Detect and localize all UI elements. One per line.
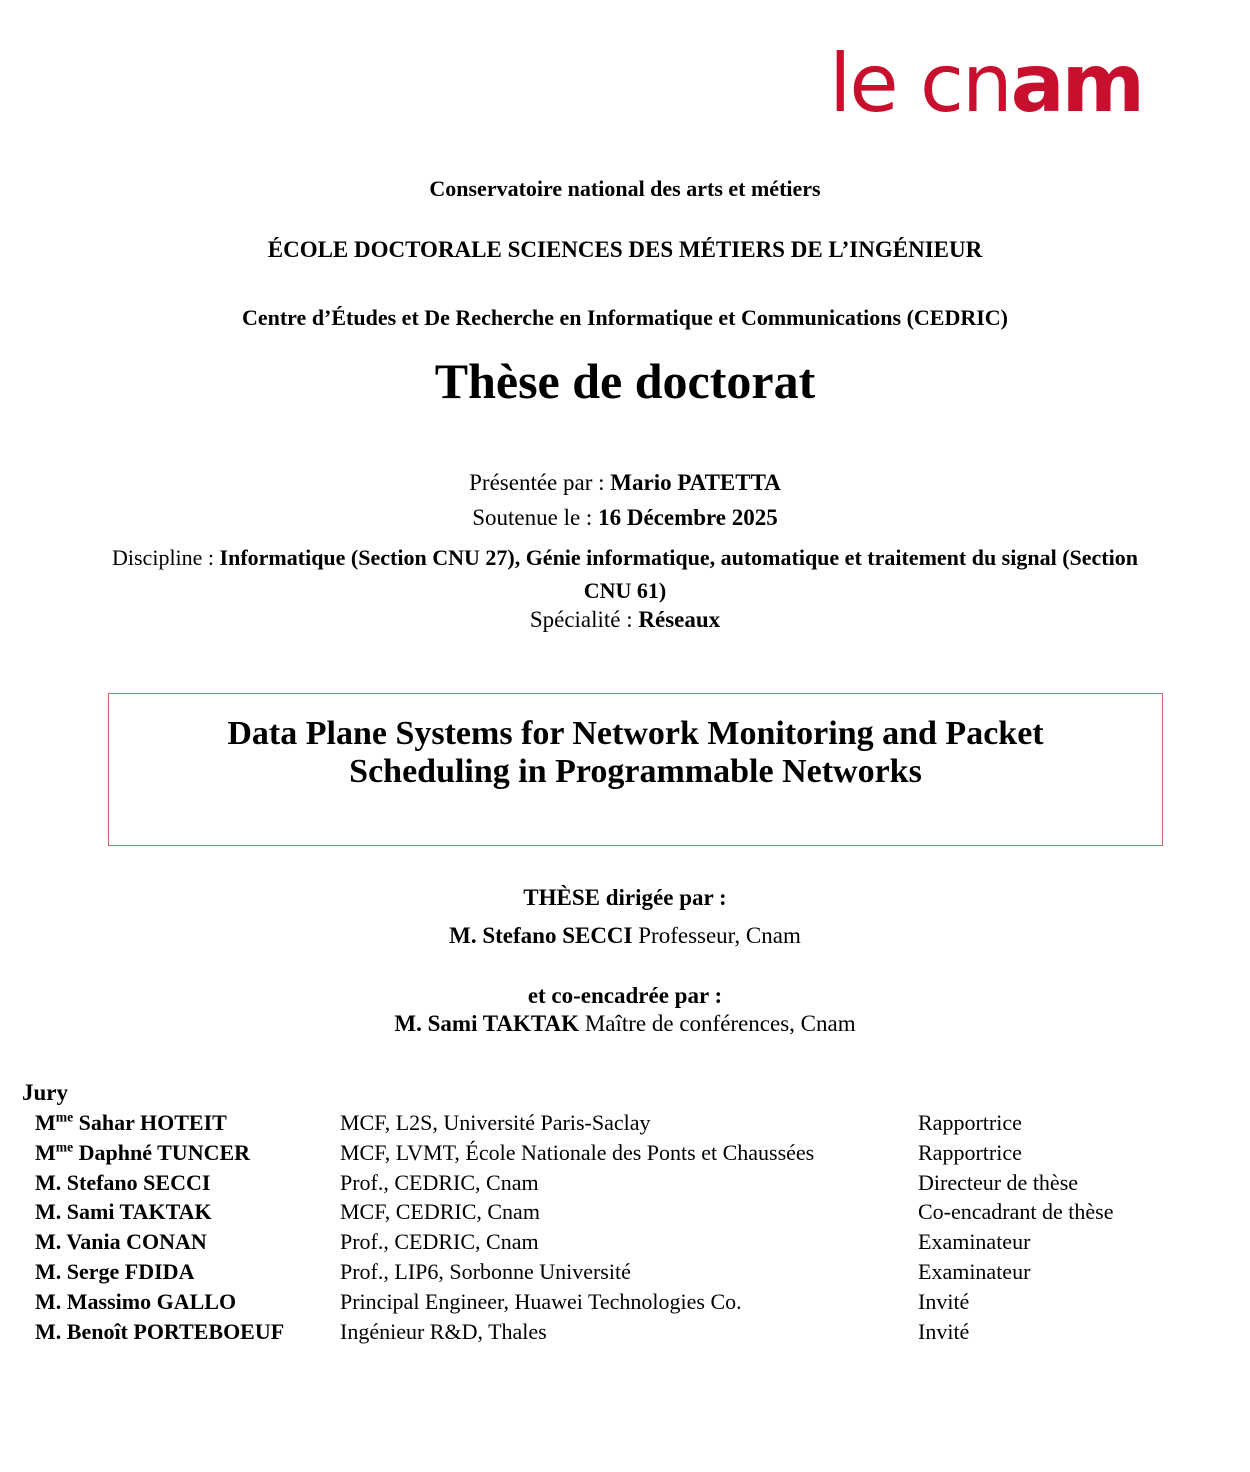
jury-member-affiliation: Principal Engineer, Huawei Technologies Co.: [340, 1288, 742, 1314]
jury-member-affiliation: Prof., LIP6, Sorbonne Université: [340, 1258, 631, 1284]
discipline-value-line2: CNU 61): [583, 578, 667, 603]
jury-name-text: Sahar HOTEIT: [78, 1110, 227, 1135]
jury-member-affiliation: MCF, LVMT, École Nationale des Ponts et Chaussées: [340, 1139, 815, 1165]
defense-date-line: [0, 505, 1250, 531]
coadvisor-role: Maître de conférences, Cnam: [584, 1011, 856, 1036]
jury-civility: M: [35, 1139, 56, 1165]
cnam-logo: [829, 37, 1142, 130]
presented-by-label: Présentée par :: [469, 470, 605, 495]
jury-civility-sup: me: [55, 1109, 74, 1125]
jury-name-text: Sami TAKTAK: [66, 1199, 212, 1225]
jury-member-role: Invité: [918, 1288, 970, 1314]
presented-by-line: [0, 470, 1250, 496]
coadvisor-line: [0, 1011, 1250, 1037]
director-line: [0, 923, 1250, 949]
jury-member-affiliation: Ingénieur R&D, Thales: [340, 1318, 547, 1344]
jury-member-name: [35, 1108, 340, 1138]
jury-member-role: Rapportrice: [918, 1110, 1022, 1135]
cnam-logo-bold-part: am: [1010, 37, 1142, 130]
jury-member-name: [35, 1317, 340, 1347]
jury-name-text: Serge FDIDA: [66, 1258, 195, 1284]
defense-date-label: Soutenue le :: [472, 505, 593, 530]
jury-name-text: Daphné TUNCER: [78, 1139, 251, 1165]
jury-member-affiliation: Prof., CEDRIC, Cnam: [340, 1169, 539, 1195]
jury-name-text: Massimo GALLO: [66, 1288, 237, 1314]
jury-heading: Jury: [22, 1080, 68, 1105]
jury-member-name: [35, 1287, 340, 1317]
thesis-title-line2: Scheduling in Programmable Networks: [349, 753, 922, 790]
director-role: Professeur, Cnam: [638, 923, 801, 948]
speciality-line: [0, 607, 1250, 633]
speciality-value: Réseaux: [638, 607, 721, 632]
jury-member-role: Invité: [918, 1318, 970, 1344]
speciality-label: Spécialité :: [529, 607, 633, 632]
directed-by-label: THÈSE dirigée par :: [523, 885, 727, 910]
director-name: M. Stefano SECCI: [449, 923, 633, 948]
defense-date-value: 16 Décembre 2025: [598, 505, 778, 530]
jury-member-name: [35, 1257, 340, 1287]
jury-civility: M.: [35, 1318, 62, 1344]
author-name: Mario PATETTA: [610, 470, 781, 495]
jury-member-role: Directeur de thèse: [918, 1169, 1079, 1195]
document-type-title: Thèse de doctorat: [434, 353, 816, 409]
thesis-title: [109, 715, 1162, 791]
jury-member-name: [35, 1227, 340, 1257]
jury-member-name: [35, 1197, 340, 1227]
thesis-title-box: [108, 693, 1163, 846]
jury-name-text: Stefano SECCI: [66, 1169, 211, 1195]
institution-name: Conservatoire national des arts et métiers: [429, 176, 821, 201]
jury-member-affiliation: Prof., CEDRIC, Cnam: [340, 1229, 539, 1255]
discipline-label: Discipline :: [112, 545, 215, 570]
cnam-logo-light-part: le cn: [829, 37, 1011, 130]
laboratory-name: Centre d’Études et De Recherche en Informatique et Communications (CEDRIC): [241, 305, 1009, 330]
discipline-value-line1: Informatique (Section CNU 27), Génie informatique, automatique et traitement du signal (Section: [219, 545, 1138, 570]
jury-member-role: Co-encadrant de thèse: [918, 1199, 1114, 1225]
coadvised-by-label: et co-encadrée par :: [527, 983, 723, 1008]
jury-member-role: Examinateur: [918, 1258, 1031, 1284]
jury-civility-sup: me: [55, 1139, 74, 1155]
coadvisor-name: M. Sami TAKTAK: [394, 1011, 580, 1036]
discipline-line: [0, 541, 1250, 607]
jury-civility: M.: [35, 1258, 62, 1284]
jury-member-name: [35, 1168, 340, 1198]
doctoral-school-name: ÉCOLE DOCTORALE SCIENCES DES MÉTIERS DE L’INGÉNIEUR: [267, 237, 983, 262]
jury-civility: M.: [35, 1288, 62, 1314]
jury-civility: M.: [35, 1169, 62, 1195]
jury-name-text: Vania CONAN: [66, 1229, 207, 1255]
jury-civility: M.: [35, 1229, 62, 1255]
jury-civility: M: [35, 1110, 56, 1135]
jury-table: [35, 1108, 1225, 1346]
jury-civility: M.: [35, 1199, 62, 1225]
jury-member-affiliation: MCF, L2S, Université Paris-Saclay: [340, 1110, 651, 1135]
jury-name-text: Benoît PORTEBOEUF: [66, 1318, 285, 1344]
thesis-title-line1: Data Plane Systems for Network Monitoring and Packet: [227, 715, 1044, 752]
jury-member-role: Rapportrice: [918, 1139, 1022, 1165]
jury-member-role: Examinateur: [918, 1229, 1031, 1255]
jury-member-name: [35, 1138, 340, 1168]
jury-member-affiliation: MCF, CEDRIC, Cnam: [340, 1199, 540, 1225]
